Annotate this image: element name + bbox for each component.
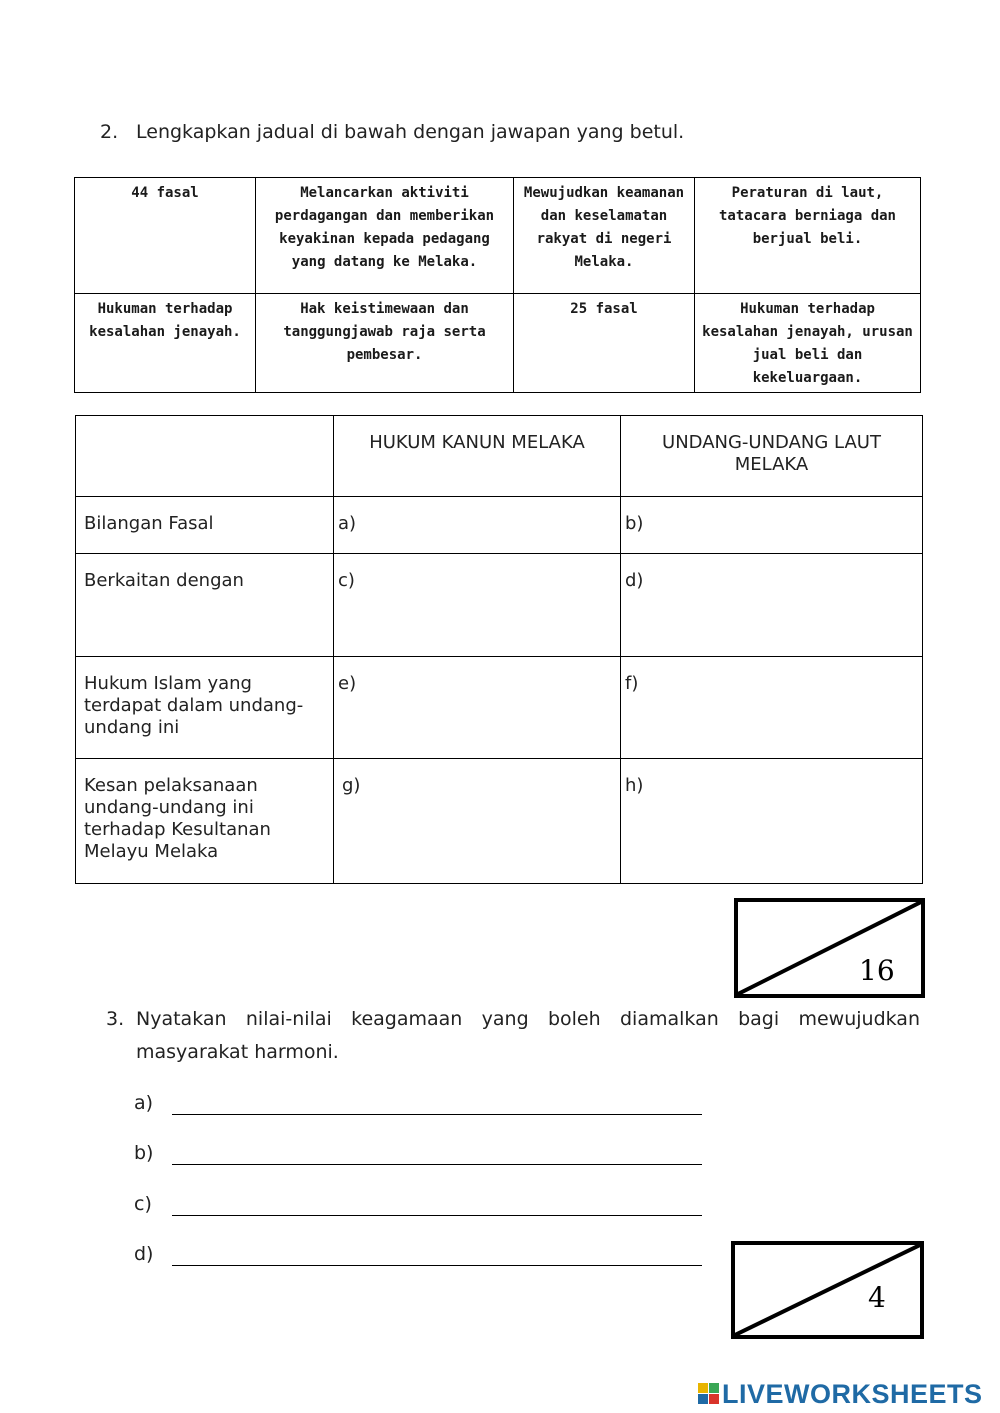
answer-drop-e[interactable]: e) [334, 657, 621, 759]
answer-input-d[interactable] [172, 1265, 702, 1266]
answer-drop-d[interactable]: d) [621, 554, 923, 657]
score-value: 16 [859, 954, 895, 987]
liveworksheets-logo[interactable] [698, 1378, 983, 1410]
answer-line-c [134, 1193, 152, 1215]
answer-table-header [76, 416, 923, 497]
word-bank-table [74, 177, 921, 393]
word-bank-cell[interactable]: Hukuman terhadap kesalahan jenayah. [75, 294, 256, 393]
answer-drop-c[interactable]: c) [334, 554, 621, 657]
word-bank-cell[interactable]: Hak keistimewaan dan tanggungjawab raja serta pembesar. [256, 294, 514, 393]
word-bank-cell[interactable]: Melancarkan aktiviti perdagangan dan memberikan keyakinan kepada pedagang yang datang ke Melaka. [256, 178, 514, 294]
score-box-q3 [731, 1241, 924, 1339]
row-label: Kesan pelaksanaan undang-undang ini terhadap Kesultanan Melayu Melaka [76, 759, 334, 884]
answer-table-row [76, 657, 923, 759]
answer-drop-h[interactable]: h) [621, 759, 923, 884]
header-undang-laut: UNDANG-UNDANG LAUT MELAKA [621, 416, 923, 497]
score-value: 4 [868, 1281, 886, 1314]
liveworksheets-brand: LIVEWORKSHEETS [722, 1378, 983, 1409]
answer-input-c[interactable] [172, 1215, 702, 1216]
word-bank-cell[interactable]: Hukuman terhadap kesalahan jenayah, urusan jual beli dan kekeluargaan. [695, 294, 921, 393]
answer-table-row [76, 497, 923, 554]
word-bank-row [75, 294, 921, 393]
answer-table-row [76, 759, 923, 884]
answer-line-b [134, 1142, 153, 1164]
row-label: Bilangan Fasal [76, 497, 334, 554]
score-box-q2 [734, 898, 925, 998]
word-bank-cell[interactable]: 44 fasal [75, 178, 256, 294]
question-2-number: 2. [100, 121, 119, 143]
word-bank-cell[interactable]: Peraturan di laut, tatacara berniaga dan berjual beli. [695, 178, 921, 294]
liveworksheets-icon [698, 1383, 720, 1405]
answer-table [75, 415, 923, 884]
answer-label: b) [134, 1142, 154, 1164]
answer-drop-g[interactable]: g) [334, 759, 621, 884]
answer-drop-b[interactable]: b) [621, 497, 923, 554]
answer-label: a) [134, 1092, 154, 1114]
word-bank-cell[interactable]: 25 fasal [514, 294, 695, 393]
score-box-diagonal [735, 1245, 920, 1335]
word-bank-cell[interactable]: Mewujudkan keamanan dan keselamatan rakyat di negeri Melaka. [514, 178, 695, 294]
header-hukum-kanun: HUKUM KANUN MELAKA [334, 416, 621, 497]
question-3-text-line2: masyarakat harmoni. [136, 1041, 339, 1063]
answer-line-d [134, 1243, 153, 1265]
answer-line-a [134, 1092, 153, 1114]
answer-input-b[interactable] [172, 1164, 702, 1165]
answer-drop-f[interactable]: f) [621, 657, 923, 759]
row-label: Berkaitan dengan [76, 554, 334, 657]
answer-drop-a[interactable]: a) [334, 497, 621, 554]
word-bank-row [75, 178, 921, 294]
answer-table-row [76, 554, 923, 657]
question-2-text: Lengkapkan jadual di bawah dengan jawapan yang betul. [136, 121, 685, 143]
answer-label: d) [134, 1243, 154, 1265]
answer-label: c) [134, 1193, 152, 1215]
question-3-text-line1: Nyatakan nilai-nilai keagamaan yang boleh diamalkan bagi mewujudkan [136, 1008, 920, 1030]
row-label: Hukum Islam yang terdapat dalam undang-undang ini [76, 657, 334, 759]
answer-input-a[interactable] [172, 1114, 702, 1115]
header-empty [76, 416, 334, 497]
question-3-number: 3. [106, 1008, 125, 1030]
